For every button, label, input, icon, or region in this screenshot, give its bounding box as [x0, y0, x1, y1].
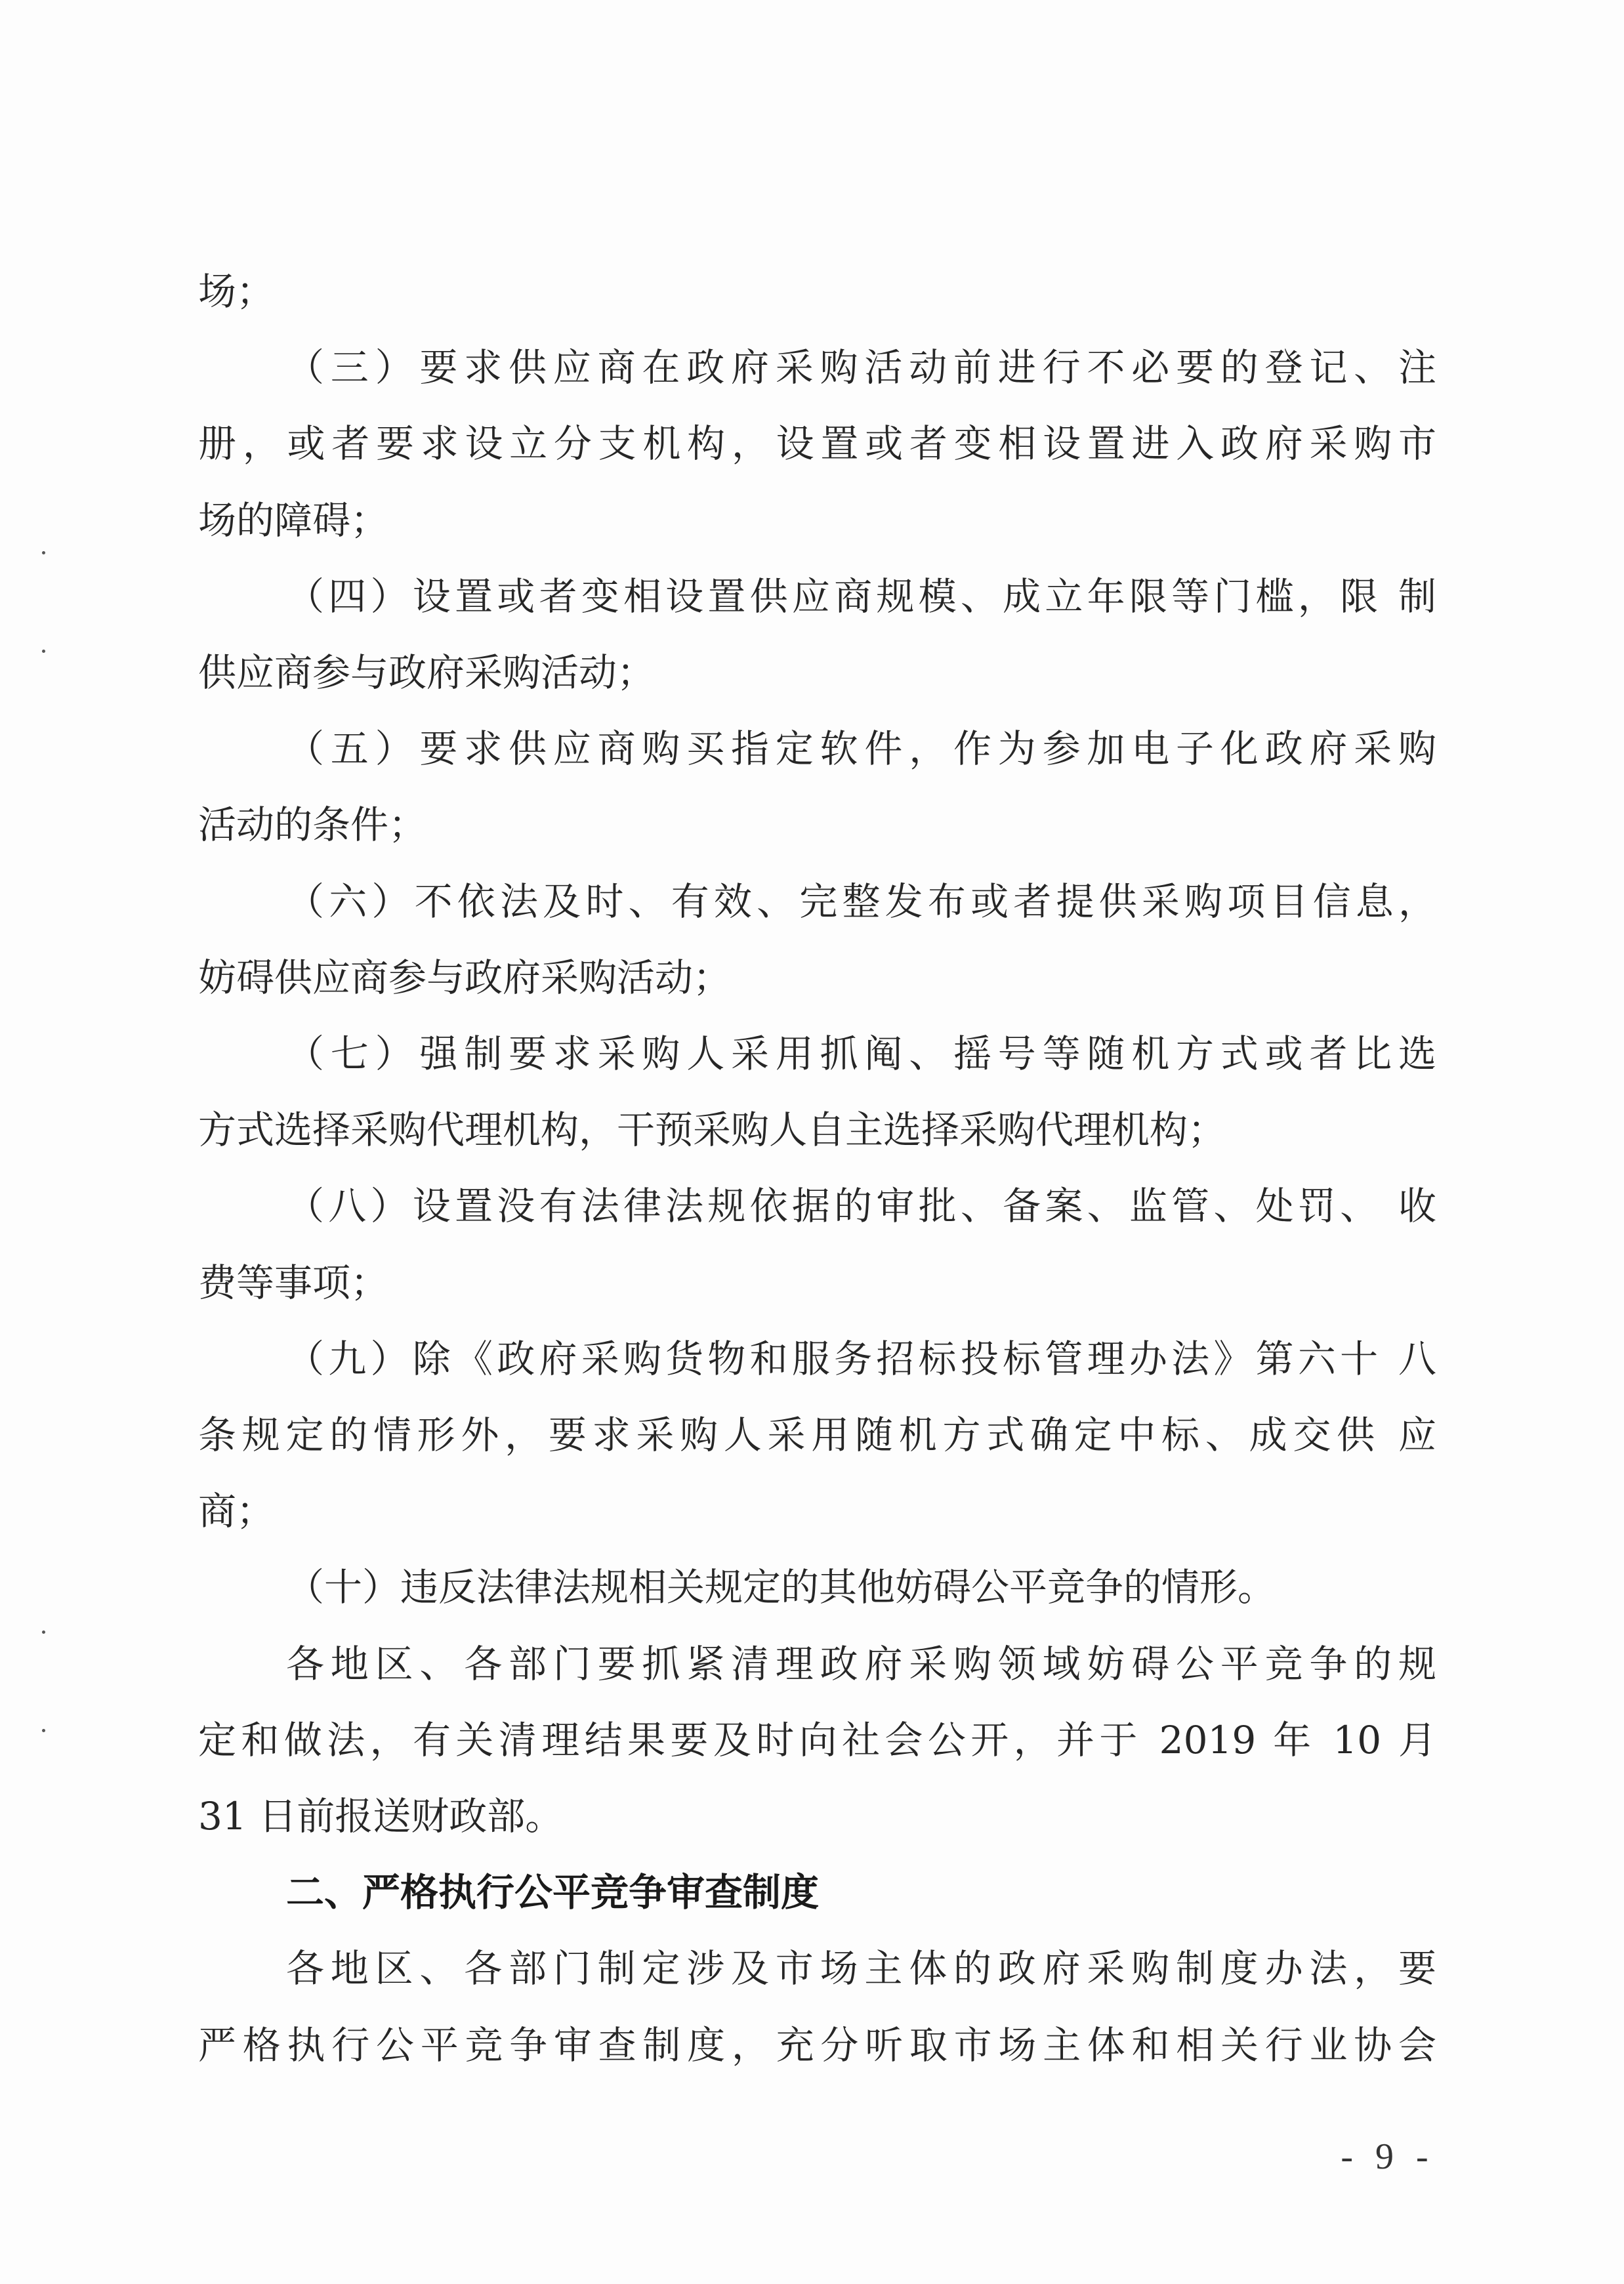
- scan-artifact-dot: [42, 1630, 45, 1634]
- text-line: （九）除《政府采购货物和服务招标投标管理办法》第六十 八: [286, 1336, 1436, 1381]
- text-line: （十）违反法律法规相关规定的其他妨碍公平竞争的情形。: [286, 1565, 1276, 1610]
- text-line: 商；: [198, 1489, 275, 1534]
- page-number: - 9 -: [1341, 2136, 1435, 2177]
- text-line: （六）不依法及时、有效、完整发布或者提供采购项目信息，: [286, 879, 1436, 924]
- text-line: （八）设置没有法律法规依据的审批、备案、监管、处罚、 收: [286, 1184, 1436, 1229]
- text-line: 妨碍供应商参与政府采购活动；: [198, 955, 732, 1000]
- scan-artifact-dot: [42, 1729, 45, 1732]
- text-line: 31 日前报送财政部。: [198, 1794, 564, 1838]
- text-line: 册，或者要求设立分支机构，设置或者变相设置进入政府采购市: [198, 421, 1436, 467]
- text-line: （四）设置或者变相设置供应商规模、成立年限等门槛，限 制: [286, 573, 1436, 619]
- text-line: 各地区、各部门要抓紧清理政府采购领域妨碍公平竞争的规: [286, 1641, 1436, 1686]
- text-line: 场；: [198, 269, 275, 314]
- text-line: 方式选择采购代理机构，干预采购人自主选择采购代理机构；: [198, 1108, 1226, 1153]
- text-line: 活动的条件；: [198, 802, 427, 848]
- section-heading: 二、严格执行公平竞争审查制度: [286, 1870, 820, 1915]
- text-line: 条规定的情形外，要求采购人采用随机方式确定中标、成交供 应: [198, 1413, 1436, 1457]
- text-line: （五）要求供应商购买指定软件，作为参加电子化政府采购: [286, 726, 1436, 772]
- text-line: 供应商参与政府采购活动；: [198, 650, 656, 695]
- scan-artifact-dot: [42, 650, 45, 653]
- text-line: 定和做法，有关清理结果要及时向社会公开，并于 2019 年 10 月: [198, 1717, 1436, 1762]
- text-line: （三）要求供应商在政府采购活动前进行不必要的登记、注: [286, 345, 1436, 390]
- text-line: （七）强制要求采购人采用抓阄、摇号等随机方式或者比选: [286, 1031, 1436, 1076]
- text-line: 费等事项；: [198, 1260, 389, 1305]
- text-line: 严格执行公平竞争审查制度，充分听取市场主体和相关行业协会: [198, 2022, 1436, 2067]
- text-line: 场的障碍；: [198, 497, 389, 543]
- scan-artifact-dot: [42, 551, 45, 554]
- text-line: 各地区、各部门制定涉及市场主体的政府采购制度办法，要: [286, 1946, 1436, 1991]
